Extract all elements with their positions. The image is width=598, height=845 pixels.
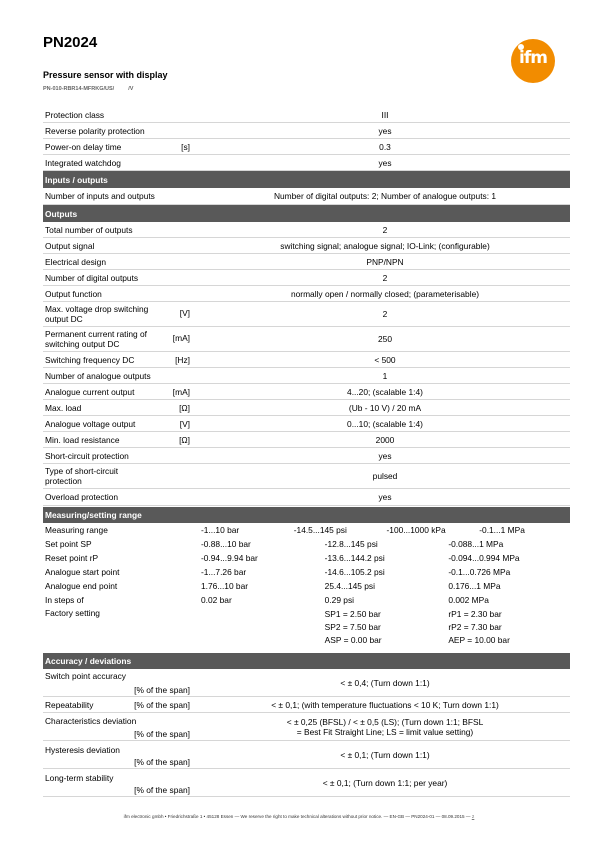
setting-row	[43, 551, 570, 565]
factory-col-empty	[199, 607, 323, 649]
setting-value: 1.76...10 bar	[201, 581, 249, 591]
spec-row	[43, 669, 570, 697]
spec-row	[43, 448, 570, 464]
spec-row	[43, 464, 570, 489]
spec-unit: [Ω]	[179, 434, 190, 445]
spec-label-text: Characteristics deviation	[45, 716, 137, 726]
spec-label	[43, 384, 193, 399]
setting-label: Reset point rP	[45, 553, 99, 563]
factory-setting-values	[199, 607, 570, 649]
setting-values	[199, 579, 570, 593]
setting-label: Set point SP	[45, 539, 92, 549]
factory-value: ASP = 0.00 bar	[324, 634, 382, 645]
setting-value: -14.6...105.2 psi	[324, 567, 385, 577]
spec-value: III	[381, 109, 389, 120]
spec-label: Overload protection	[45, 492, 119, 502]
factory-value: rP2 = 7.30 bar	[448, 621, 502, 632]
factory-col-rp	[446, 607, 570, 649]
spec-label-text: Power-on delay time	[45, 141, 122, 152]
spec-row	[43, 713, 570, 741]
spec-row	[43, 741, 570, 769]
spec-label	[43, 741, 193, 768]
setting-value: -0.88...10 bar	[201, 539, 251, 549]
spec-value-line: < ± 0,25 (BFSL) / < ± 0,5 (LS); (Turn down 1:1; BFSL	[286, 716, 484, 727]
spec-label-text: Switching frequency DC	[45, 354, 135, 365]
setting-value: 0.02 bar	[201, 595, 232, 605]
spec-label: Number of inputs and outputs	[45, 191, 155, 201]
spec-label	[43, 697, 193, 712]
spec-unit: [V]	[179, 308, 190, 318]
logo-text: ifm	[519, 48, 547, 68]
spec-label-text: Analogue current output	[45, 386, 135, 397]
spec-row	[43, 286, 570, 302]
spec-unit: [s]	[181, 141, 190, 152]
spec-label-text: Min. load resistance	[45, 434, 120, 445]
section-heading-outputs: Outputs	[43, 205, 570, 222]
spec-value: switching signal; analogue signal; IO-Link; (configurable)	[280, 240, 490, 251]
spec-row	[43, 139, 570, 155]
page-number: 2	[471, 814, 475, 819]
setting-value: -0.1...0.726 MPa	[448, 567, 511, 577]
setting-row	[43, 565, 570, 579]
product-subtitle: Pressure sensor with display	[43, 70, 168, 80]
spec-unit: [% of the span]	[134, 729, 190, 739]
spec-value: pulsed	[372, 471, 398, 481]
section-heading-accuracy: Accuracy / deviations	[43, 653, 570, 669]
spec-value: 0...10; (scalable 1:4)	[347, 418, 423, 429]
spec-unit: [mA]	[172, 333, 190, 343]
setting-row	[43, 593, 570, 607]
spec-label: Protection class	[45, 109, 105, 120]
spec-label	[43, 400, 193, 415]
setting-value: -0.094...0.994 MPa	[448, 553, 520, 563]
spec-label	[43, 139, 193, 154]
setting-value: 0.29 psi	[324, 595, 355, 605]
setting-value: 25.4...145 psi	[324, 581, 375, 591]
setting-row	[43, 579, 570, 593]
setting-values	[199, 537, 570, 551]
spec-label	[43, 769, 193, 796]
spec-row	[43, 432, 570, 448]
spec-value: (Ub - 10 V) / 20 mA	[348, 402, 422, 413]
spec-value: < ± 0,4; (Turn down 1:1)	[340, 677, 430, 688]
spec-label: Short-circuit protection	[45, 450, 129, 461]
factory-value: rP1 = 2.30 bar	[448, 609, 502, 619]
spec-value: < ± 0,1; (Turn down 1:1)	[340, 749, 430, 760]
setting-label: In steps of	[45, 595, 84, 605]
spec-label	[43, 302, 193, 326]
setting-value: -1...7.26 bar	[201, 567, 247, 577]
spec-label-text: Analogue voltage output	[45, 418, 136, 429]
spec-label-text: Hysteresis deviation	[45, 745, 120, 755]
spec-value: yes	[378, 125, 392, 136]
range-value: -1...10 bar	[201, 525, 240, 535]
spec-row	[43, 155, 570, 171]
ifm-logo	[511, 39, 555, 83]
spec-value: 2	[382, 224, 388, 235]
spec-unit: [% of the span]	[134, 785, 190, 795]
spec-label: Total number of outputs	[45, 224, 133, 235]
spec-row	[43, 222, 570, 238]
footer-text: ifm electronic gmbh • Friedrichstraße 1 • 45128 Essen — We reserve the right to make technical alterations without prior notice. — EN-GB — PN2024-01 — 08.09.2015 —	[123, 814, 471, 819]
spec-label-text: Permanent current rating of switching output DC	[45, 329, 147, 349]
spec-row	[43, 769, 570, 797]
setting-value: -0.088...1 MPa	[448, 539, 504, 549]
setting-values	[199, 593, 570, 607]
spec-row	[43, 489, 570, 506]
footer	[0, 814, 598, 819]
spec-label-text: Long-term stability	[45, 773, 114, 783]
setting-value: 0.176...1 MPa	[448, 581, 501, 591]
spec-label-text: Max. voltage drop switching output DC	[45, 304, 149, 324]
spec-value: 1	[382, 370, 388, 381]
spec-value: yes	[378, 492, 392, 502]
spec-value: yes	[378, 157, 392, 168]
factory-col-sp	[323, 607, 447, 649]
range-label: Measuring range	[45, 525, 108, 535]
range-row	[43, 523, 570, 537]
spec-label-text: Switch point accuracy	[45, 671, 126, 681]
spec-label: Output function	[45, 288, 102, 299]
spec-row	[43, 254, 570, 270]
article-code	[43, 86, 133, 92]
factory-setting-label: Factory setting	[45, 608, 100, 618]
page-title: PN2024	[43, 34, 98, 51]
spec-label	[43, 416, 193, 431]
spec-label	[43, 432, 193, 447]
spec-value: < 500	[374, 354, 396, 365]
spec-row	[43, 302, 570, 327]
spec-value: PNP/NPN	[366, 256, 404, 267]
setting-label: Analogue end point	[45, 581, 118, 591]
article-code-main: PN-010-RBR14-MFRKG/US/	[43, 86, 115, 92]
spec-label: Output signal	[45, 240, 95, 251]
factory-value: SP1 = 2.50 bar	[324, 609, 381, 619]
spec-label	[43, 327, 193, 351]
setting-value: -0.94...9.94 bar	[201, 553, 258, 563]
spec-row	[43, 270, 570, 286]
setting-label: Analogue start point	[45, 567, 120, 577]
spec-value: < ± 0,1; (Turn down 1:1; per year)	[322, 777, 448, 788]
spec-value: 2	[382, 272, 388, 283]
factory-value: AEP = 10.00 bar	[448, 634, 510, 645]
spec-unit: [Hz]	[175, 354, 190, 365]
setting-value: 0.002 MPa	[448, 595, 489, 605]
setting-value: -12.8...145 psi	[324, 539, 378, 549]
range-value: -14.5...145 psi	[293, 525, 347, 535]
spec-value: Number of digital outputs: 2; Number of analogue outputs: 1	[273, 191, 497, 201]
range-value: -0.1...1 MPa	[479, 525, 525, 535]
range-value: -100...1000 kPa	[386, 525, 446, 535]
spec-value: 0.3	[379, 141, 391, 152]
factory-value: SP2 = 7.50 bar	[324, 621, 381, 632]
setting-row	[43, 537, 570, 551]
spec-unit: [% of the span]	[134, 757, 190, 767]
spec-label: Number of analogue outputs	[45, 370, 151, 381]
spec-value: 250	[378, 334, 392, 344]
spec-value: 2000	[375, 434, 395, 445]
spec-value: yes	[378, 450, 392, 461]
spec-label-text: Max. load	[45, 402, 82, 413]
spec-unit: [V]	[179, 418, 190, 429]
spec-row	[43, 400, 570, 416]
spec-unit: [% of the span]	[134, 699, 190, 710]
setting-values	[199, 565, 570, 579]
spec-label: Integrated watchdog	[45, 157, 121, 168]
factory-setting-row	[43, 607, 570, 649]
spec-value: 2	[382, 309, 388, 319]
spec-label	[43, 669, 193, 696]
spec-label-text: Repeatability	[45, 699, 94, 710]
spec-row	[43, 697, 570, 713]
spec-unit: [Ω]	[179, 402, 190, 413]
spec-value-line: = Best Fit Straight Line; LS = limit value setting)	[296, 726, 474, 737]
spec-row	[43, 327, 570, 352]
spec-row	[43, 107, 570, 123]
spec-value: 4...20; (scalable 1:4)	[347, 386, 423, 397]
spec-row	[43, 188, 570, 205]
spec-label	[43, 352, 193, 367]
spec-table	[43, 107, 570, 797]
spec-label: Number of digital outputs	[45, 272, 139, 283]
spec-label	[43, 713, 193, 740]
spec-row	[43, 123, 570, 139]
article-code-suffix: /V	[128, 86, 134, 92]
section-heading-measuring: Measuring/setting range	[43, 507, 570, 523]
spec-value	[199, 713, 570, 740]
spec-label: Type of short-circuit protection	[45, 466, 119, 486]
spec-row	[43, 238, 570, 254]
spec-row	[43, 368, 570, 384]
spec-unit: [% of the span]	[134, 685, 190, 695]
spec-row	[43, 384, 570, 400]
spec-value: < ± 0,1; (with temperature fluctuations < 10 K; Turn down 1:1)	[271, 699, 499, 710]
spec-label: Electrical design	[45, 256, 106, 267]
section-heading-inputs-outputs: Inputs / outputs	[43, 171, 570, 188]
setting-values	[199, 551, 570, 565]
spec-row	[43, 352, 570, 368]
spec-unit: [mA]	[172, 386, 190, 397]
range-values	[199, 523, 570, 537]
spec-label: Reverse polarity protection	[45, 125, 145, 136]
spec-row	[43, 416, 570, 432]
spec-value: normally open / normally closed; (parameterisable)	[290, 288, 480, 299]
setting-value: -13.6...144.2 psi	[324, 553, 385, 563]
